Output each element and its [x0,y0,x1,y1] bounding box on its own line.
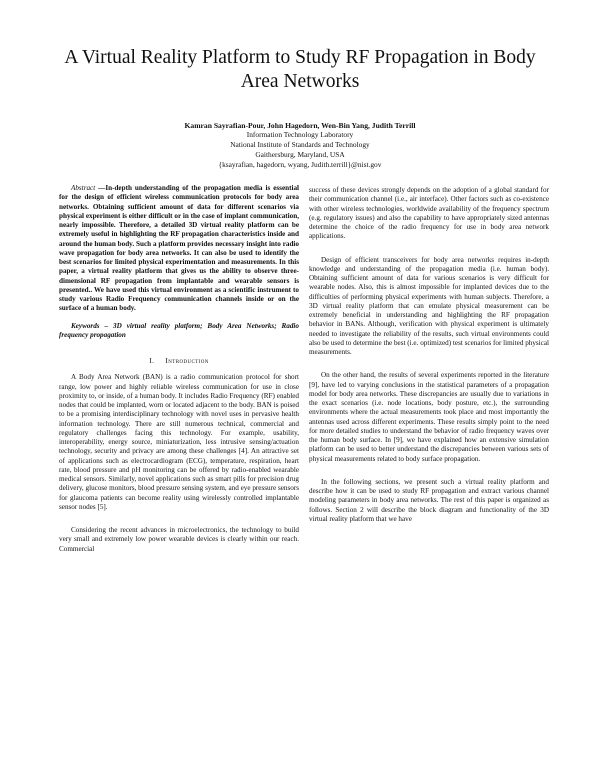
right-paragraph-4: In the following sections, we present such a virtual reality platform and describe how it can be used to study RF propagation and extract various channel modeling parameters in body area networks. The rest of this paper is organized as follows. Section 2 will describe the block diagram and functionality of the 3D virtual reality platform that we have [309,477,549,523]
intro-paragraph-1: A Body Area Network (BAN) is a radio communication protocol for short range, low power and highly reliable wireless communication for use in close proximity to, or inside, of a human body. It includes Radio Frequency (RF) enabled nodes that could be implanted, worn or located adjacent to the body. BAN is poised to be a promising interdisciplinary technology with novel uses in pervasive health information technology. There are still numerous technical, commercial and regulatory challenges facing this technology. For example, usability, interoperability, energy source, miniaturization, less intrusive sensing/actuation technology, security and privacy are among these challenges [4]. An attractive set of applications such as electrocardiogram (ECG), temperature, respiration, heart rate, blood pressure and pH monitoring can be offered by radio-enabled wearable medical sensors. Similarly, novel applications such as smart pills for precision drug delivery, glucose monitors, blood pressure sensing system, and eye pressure sensors for glaucoma patients can become reality using wirelessly controlled implantable sensor nodes [5]. [59,373,299,511]
affiliation-lab: Information Technology Laboratory [246,130,354,139]
abstract-text: In-depth understanding of the propagation media is essential for the design of efficient wireless communication protocols for body area networks. Obtaining sufficient amount of data for different scenarios via physical experiment is either difficult or in the case of implant communication, nearly impossible. Therefore, a detailed 3D virtual reality platform can be extremely useful in highlighting the RF propagation characteristics inside and around the human body. Such a platform provides necessary insight into radio wave propagation for body area networks. It can also be used to identify the best scenarios for limited physical experimentation and measurements. In this paper, a virtual reality platform that gives us the ability to observe three-dimensional RF propagation from implantable and wearable sensors is presented.. We have used this virtual environment as a scientific instrument to study various Radio Frequency communication channels inside or on the surface of a human body. [59,184,299,313]
affiliation-block [60,130,540,170]
left-column [59,184,299,554]
keywords-text: – 3D virtual reality platform; Body Area Networks; Radio frequency propagation [59,321,299,339]
abstract-lead: Abstract [71,184,96,192]
author-list: Kamran Sayrafian-Pour, John Hagedorn, Wen-Bin Yang, Judith Terrill [184,121,416,130]
abstract [59,184,299,314]
keywords-lead: Keywords [71,321,100,330]
keywords [59,322,299,341]
intro-paragraph-2: Considering the recent advances in microelectronics, the technology to build very small and extremely low power wearable devices is clearly within our reach. Commercial [59,526,299,553]
affiliation-institute: National Institute of Standards and Technology [230,140,370,149]
section-heading-introduction: I. Introduction [149,356,209,365]
right-paragraph-3: On the other hand, the results of several experiments reported in the literature [9], have led to varying conclusions in the statistical parameters of a propagation model for body area networks. These discrepancies are usually due to variations in the exact scenarios (i.e. node locations, body posture, etc.), the surrounding environments where the actual measurements took place and most importantly the antennas used across different experiments. These results simply point to the need for more detailed studies to understand the behavior of radio frequency waves over the human body surface. In [9], we have explained how an extensive simulation platform can be used to better understand the discrepancies between various sets of physical measurements related to body surface propagation. [309,371,549,463]
abstract-dash: — [95,184,106,192]
right-paragraph-2: Design of efficient transceivers for body area networks requires in-depth knowledge and understanding of the propagation media (i.e. human body). Obtaining sufficient amount of data for various scenarios is very difficult for wearable nodes. Also, this is almost impossible for implanted devices due to the difficulties of performing physical experiments with human subjects. Therefore, a 3D virtual reality platform that can emulate physical measurement can be extremely beneficial in understanding and highlighting the RF propagation behavior in BANs. Although, verification with physical experiment is ultimately needed to investigate the reliability of the results, such virtual environments could also be used to determine the best (i.e. optimized) test scenarios for limited physical measurements. [309,255,549,356]
paper-title: A Virtual Reality Platform to Study RF Propagation in Body Area Networks [64,47,536,92]
affiliation-location: Gaithersburg, Maryland, USA [255,150,345,159]
affiliation-emails: {ksayrafian, hagedorn, wyang, Judith.terrill}@nist.gov [218,160,382,169]
right-column [309,186,549,524]
right-paragraph-1: success of these devices strongly depends on the adoption of a global standard for their communication channel (i.e., air interface). Other factors such as co-existence with other wireless technologies, worldwide availability of the frequency spectrum (e.g. regulatory issues) and also the capability to have appropriately sized antennas determine the choice of the radio frequency for use in body area network applications. [309,186,549,241]
